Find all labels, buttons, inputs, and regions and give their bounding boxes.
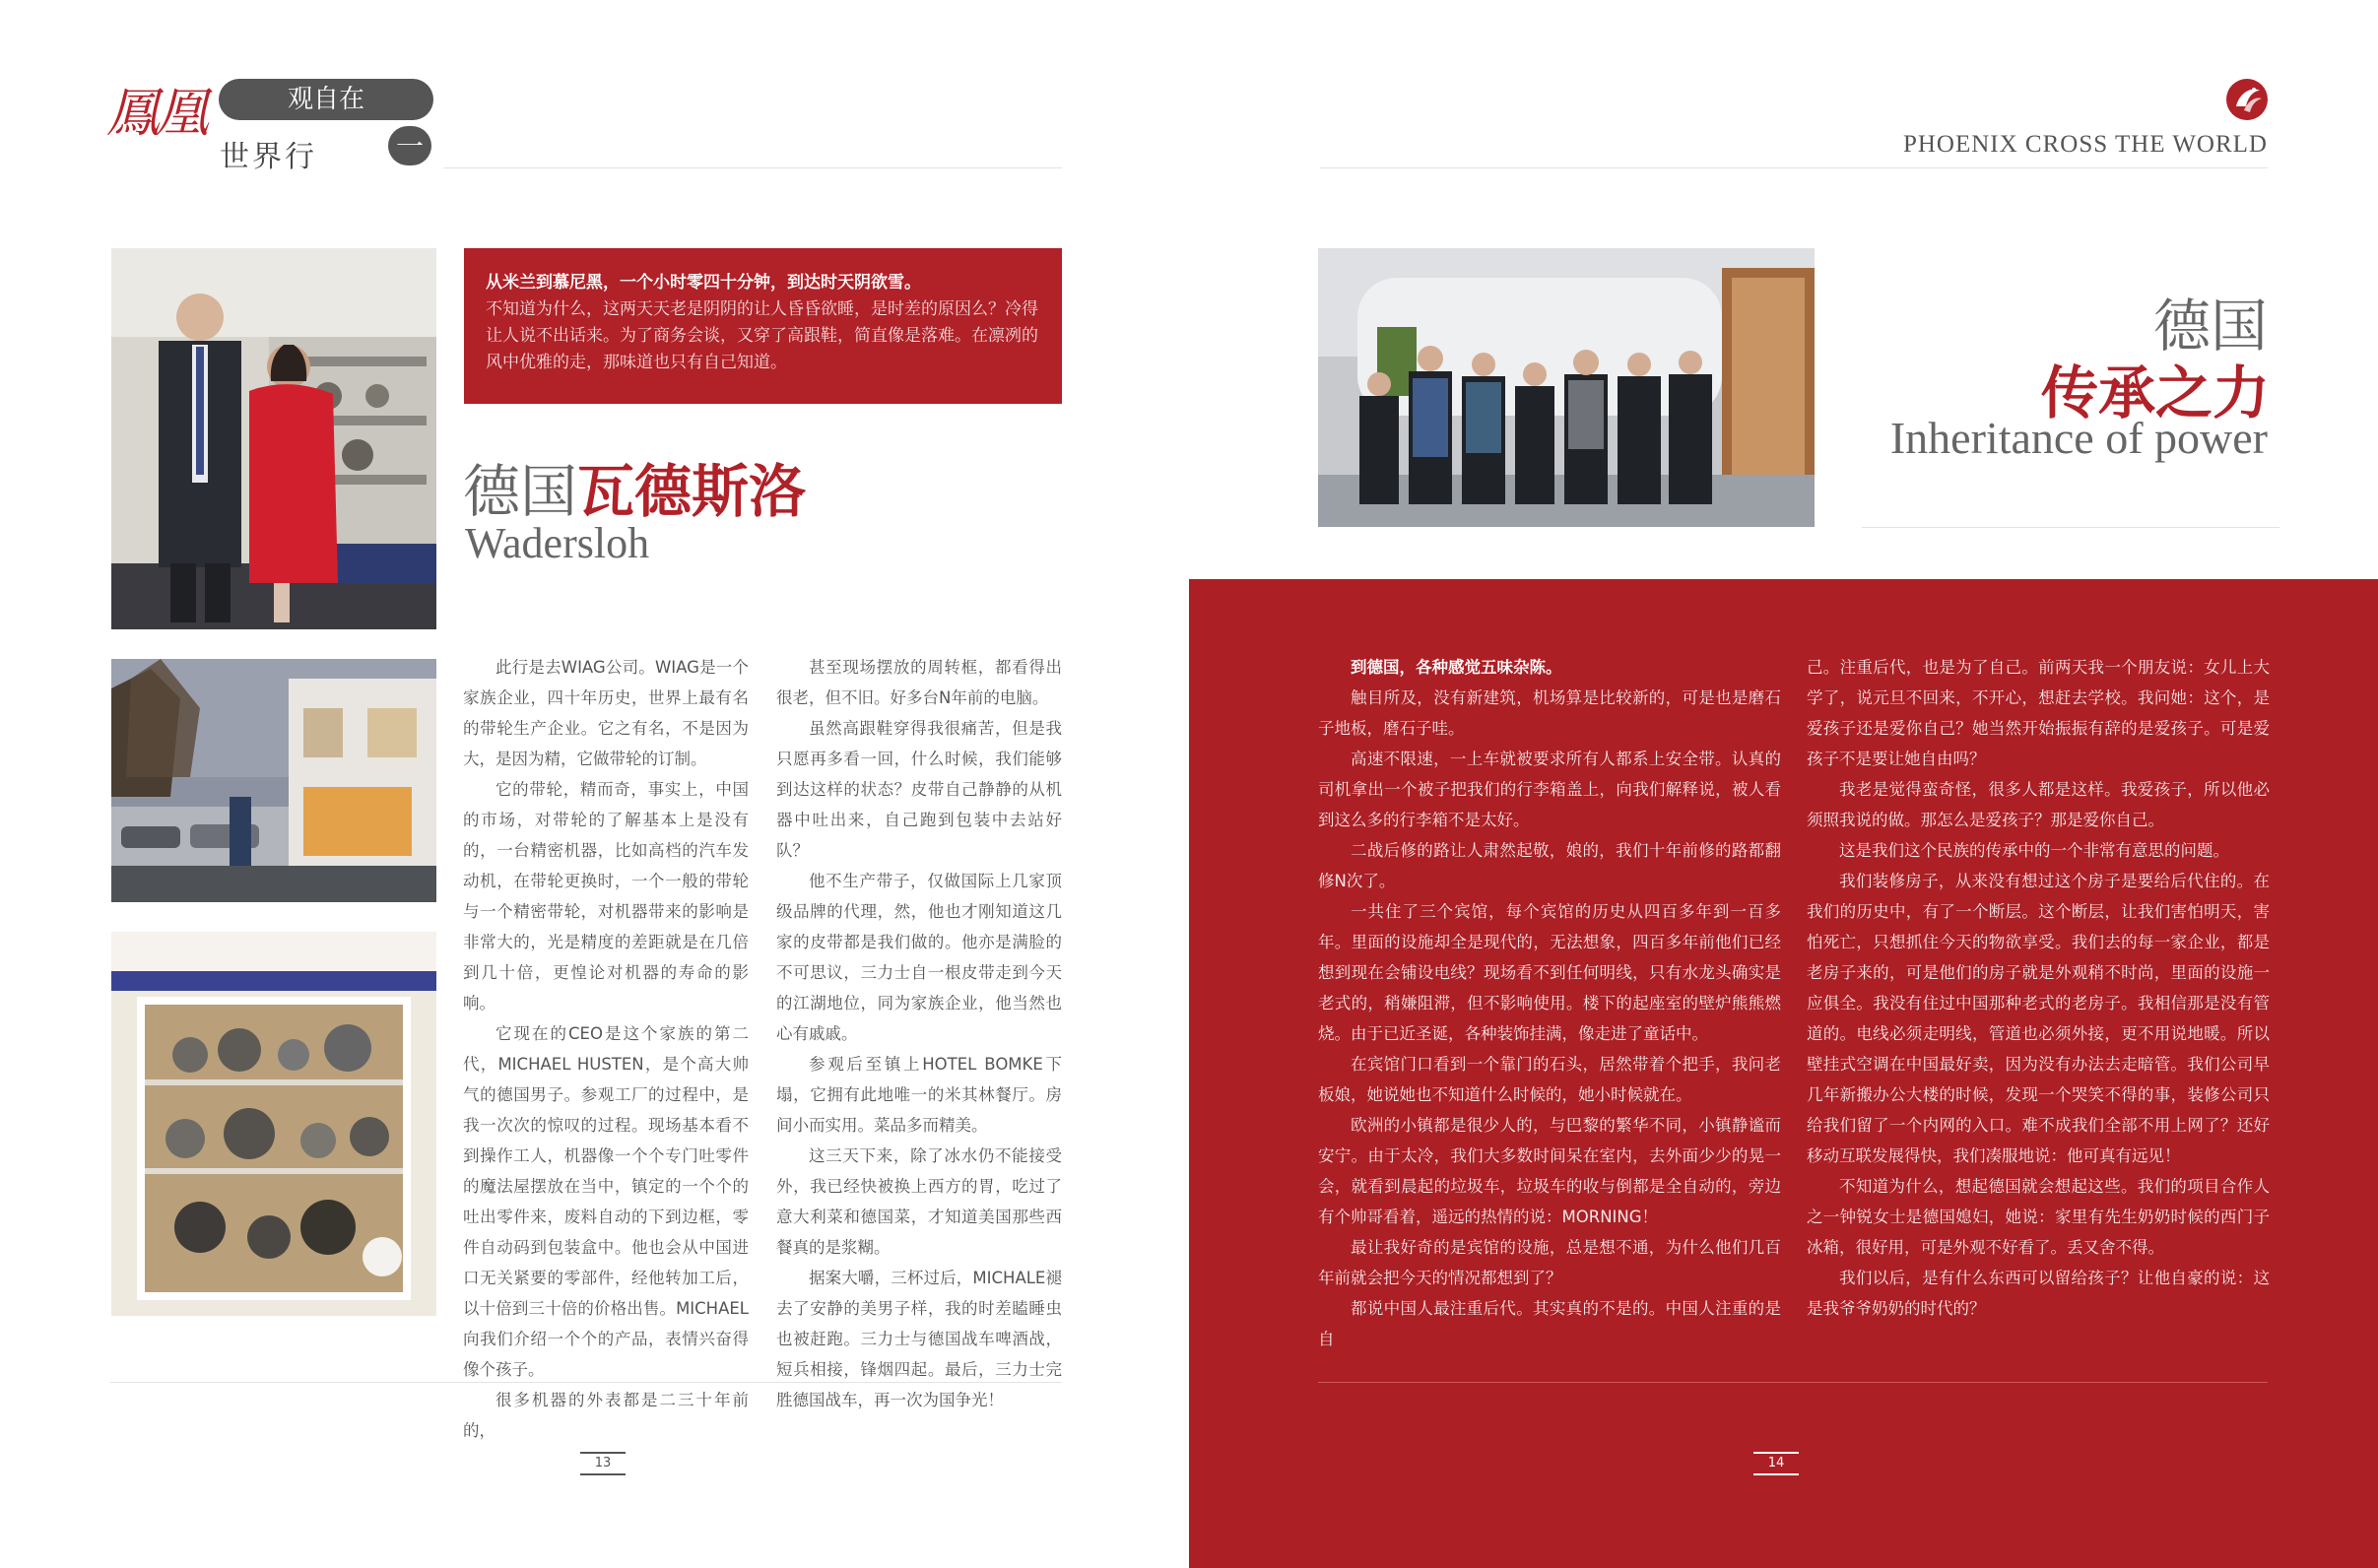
paragraph: 它的带轮，精而奇，事实上，中国的市场，对带轮的了解基本上是没有的，一台精密机器，比如高档的汽车发动机，在带轮更换时，一个一般的带轮与一个精密带轮，对机器带来的影响是非常大的，光是精度的差距就是在几倍到几十倍，更惶论对机器的寿命的影响。 [463, 780, 749, 1013]
article-title-right-en: Inheritance of power [1889, 413, 2268, 463]
logo-tagline-top: 观自在 [219, 79, 433, 120]
paragraph: 我们以后，是有什么东西可以留给孩子？让他自豪的说：这是我爷爷奶奶的时代的？ [1807, 1269, 2270, 1318]
paragraph: 这三天下来，除了冰水仍不能接受外，我已经快被换上西方的胃，吃过了意大利菜和德国菜，才知道美国那些西餐真的是浆糊。 [776, 1146, 1062, 1257]
paragraph: 在宾馆门口看到一个靠门的石头，居然带着个把手，我问老板娘，她说她也不知道什么时候的，她小时候就在。 [1318, 1055, 1781, 1104]
footer-rule-left [110, 1382, 1062, 1383]
intro-lead: 从米兰到慕尼黑，一个小时零四十分钟，到达时天阴欲雪。 [486, 273, 921, 293]
right-column-1 [1318, 652, 1781, 1354]
title-plain: 德国 [463, 458, 578, 525]
paragraph: 己。注重后代，也是为了自己。前两天我一个朋友说：女儿上大学了，说元旦不回来，不开心，想赶去学校。我问她：这个，是爱孩子还是爱你自己？她当然开始振振有辞的是爱孩子。可是爱孩子不是要让她自由吗？ [1807, 658, 2270, 768]
paragraph: 触目所及，没有新建筑，机场算是比较新的，可是也是磨石子地板，磨石子哇。 [1318, 688, 1781, 738]
phoenix-icon [2224, 77, 2270, 122]
page-number-right: 14 [1753, 1452, 1799, 1475]
paragraph: 它现在的CEO是这个家族的第二代，MICHAEL HUSTEN，是个高大帅气的德国男子。参观工厂的过程中，是我一次次的惊叹的过程。现场基本看不到操作工人，机器像一个个专门吐零件的魔法屋摆放在当中，镇定的一个个的吐出零件来，废料自动的下到边框，零件自动码到包装盒中。他也会从中国进口无关紧要的零部件，经他转加工后，以十倍到三十倍的价格出售。MICHAEL向我们介绍一个个的产品，表情兴奋得像个孩子。 [463, 1024, 749, 1379]
paragraph: 此行是去WIAG公司。WIAG是一个家族企业，四十年历史，世界上最有名的带轮生产企业。它之有名，不是因为大，是因为精，它做带轮的订制。 [463, 658, 749, 768]
header-rule-left [443, 167, 1062, 168]
intro-text: 不知道为什么，这两天天老是阴阴的让人昏昏欲睡，是时差的原因么？冷得让人说不出话来。为了商务会谈，又穿了高跟鞋，简直像是落难。在凛冽的风中优雅的走，那味道也只有自己知道。 [486, 299, 1038, 372]
paragraph: 欧洲的小镇都是很少人的，与巴黎的繁华不同，小镇静谧而安宁。由于太冷，我们大多数时间呆在室内，去外面少少的晃一会，就看到晨起的垃圾车，垃圾车的收与倒都是全自动的，旁边有个帅哥看着，遥远的热情的说：MORNING！ [1318, 1116, 1781, 1226]
paragraph: 很多机器的外表都是二三十年前的， [463, 1391, 749, 1440]
logo-tagline-bottom: 世界行 [220, 140, 317, 174]
paragraph: 高速不限速，一上车就被要求所有人都系上安全带。认真的司机拿出一个被子把我们的行李箱盖上，向我们解释说，被人看到这么多的行李箱不是太好。 [1318, 750, 1781, 829]
issue-badge: 一 [388, 126, 431, 165]
paragraph: 一共住了三个宾馆，每个宾馆的历史从四百多年到一百多年。里面的设施却全是现代的，无法想象，四百多年前他们已经想到现在会铺设电线？现场看不到任何明线，只有水龙头确实是老式的，稍嫌阻滞，但不影响使用。楼下的起座室的壁炉熊熊燃烧。由于已近圣诞，各种装饰挂满，像走进了童话中。 [1318, 902, 1781, 1043]
photo-product-showcase [111, 932, 436, 1316]
paragraph: 都说中国人最注重后代。其实真的不是的。中国人注重的是自 [1318, 1299, 1781, 1348]
left-column-2 [776, 652, 1062, 1415]
paragraph: 这是我们这个民族的传承中的一个非常有意思的问题。 [1839, 841, 2229, 860]
paragraph-lead: 到德国，各种感觉五味杂陈。 [1351, 658, 1562, 677]
title-rule-right [1862, 527, 2279, 528]
article-title-right-bold: 传承之力 [2040, 359, 2270, 426]
left-column-1 [463, 652, 749, 1446]
logo-script-text: 鳳凰 [106, 82, 205, 144]
photo-team-group [1318, 248, 1815, 527]
header-rule-right [1320, 167, 2268, 168]
article-title-right: 德国 [2152, 293, 2268, 359]
magazine-logo [106, 71, 424, 174]
title-bold: 瓦德斯洛 [577, 458, 807, 525]
paragraph: 他不生产带子，仅做国际上几家顶级品牌的代理，然，他也才刚知道这几家的皮带都是我们做的。他亦是满脸的不可思议，三力士自一根皮带走到今天的江湖地位，同为家族企业，他当然也心有戚戚。 [776, 872, 1062, 1043]
right-column-2 [1807, 652, 2270, 1324]
photo-building-exterior [111, 659, 436, 902]
paragraph: 我老是觉得蛮奇怪，很多人都是这样。我爱孩子，所以他必须照我说的做。那怎么是爱孩子？那是爱你自己。 [1807, 780, 2270, 829]
paragraph: 参观后至镇上HOTEL BOMKE下塌，它拥有此地唯一的米其林餐厅。房间小而实用。菜品多而精美。 [776, 1055, 1062, 1135]
paragraph: 虽然高跟鞋穿得我很痛苦，但是我只愿再多看一回，什么时候，我们能够到达这样的状态？皮带自己静静的从机器中吐出来，自己跑到包装中去站好队？ [776, 719, 1062, 860]
paragraph: 据案大嚼，三杯过后，MICHALE褪去了安静的美男子样，我的时差瞌睡虫也被赶跑。三力士与德国战车啤酒战，短兵相接，锋烟四起。最后，三力士完胜德国战车，再一次为国争光！ [776, 1269, 1062, 1409]
paragraph: 不知道为什么，想起德国就会想起这些。我们的项目合作人之一钟锐女士是德国媳妇，她说：家里有先生奶奶时候的西门子冰箱，很好用，可是外观不好看了。丢又舍不得。 [1807, 1177, 2270, 1257]
article-title-left [463, 445, 806, 528]
paragraph: 最让我好奇的是宾馆的设施，总是想不通，为什么他们几百年前就会把今天的情况都想到了？ [1318, 1238, 1781, 1287]
intro-box [464, 248, 1062, 404]
paragraph: 我们装修房子，从来没有想过这个房子是要给后代住的。在我们的历史中，有了一个断层。这个断层，让我们害怕明天，害怕死亡，只想抓住今天的物欲享受。我们去的每一家企业，都是老房子来的，可是他们的房子就是外观稍不时尚，里面的设施一应俱全。我没有住过中国那种老式的老房子。我相信那是没有管道的。电线必须走明线，管道也必须外接，更不用说地暖。所以壁挂式空调在中国最好卖，因为没有办法去走暗管。我们公司早几年新搬办公大楼的时候，发现一个哭笑不得的事，装修公司只给我们留了一个内网的入口。难不成我们全部不用上网了？还好移动互联发展得快，我们凑服地说：他可真有远见！ [1807, 872, 2270, 1165]
brand-name: PHOENIX CROSS THE WORLD [1902, 131, 2268, 158]
footer-rule-right [1318, 1382, 2268, 1383]
page-number-left: 13 [580, 1452, 626, 1475]
paragraph: 甚至现场摆放的周转框，都看得出很老，但不旧。好多台N年前的电脑。 [776, 658, 1062, 707]
paragraph: 二战后修的路让人肃然起敬，娘的，我们十年前修的路都翻修N次了。 [1318, 841, 1781, 890]
article-title-left-en: Wadersloh [465, 519, 650, 567]
photo-visitors-factory [111, 248, 436, 629]
